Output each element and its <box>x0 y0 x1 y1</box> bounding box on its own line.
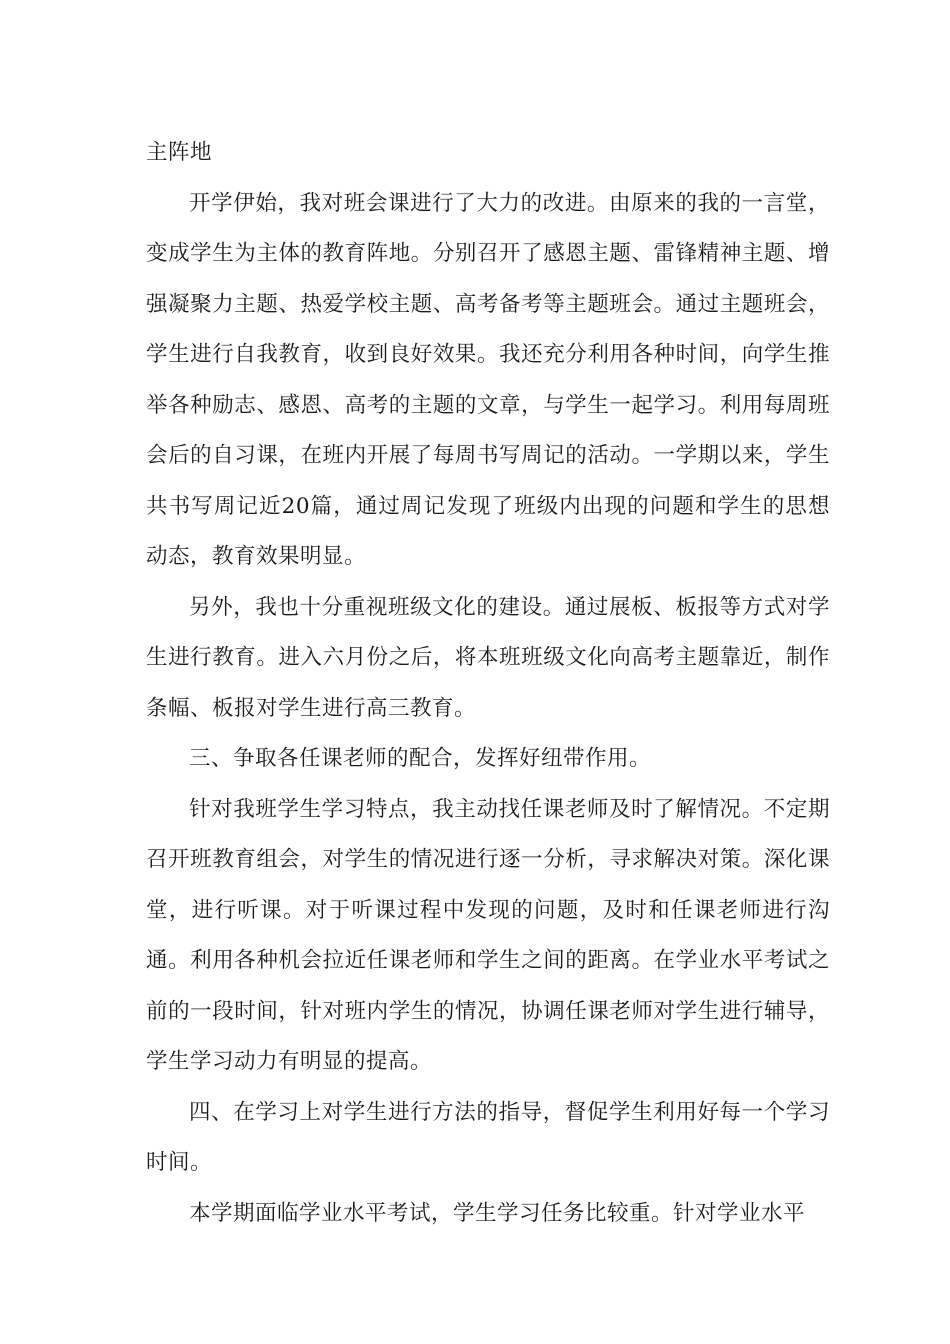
section-heading-three: 三、争取各任课老师的配合，发挥好纽带作用。 <box>189 746 652 771</box>
paragraph-teacher-cooperation: 针对我班学生学习特点，我主动找任课老师及时了解情况。不定期召开班教育组会，对学生的情况进行逐一分析，寻求解决对策。深化课堂，进行听课。对于听课过程中发现的问题，及时和任课老师进行沟通。利用各种机会拉近任课老师和学生之间的距离。在学业水平考试之前的一段时间，针对班内学生的情况，协调任课老师对学生进行辅导，学生学习动力有明显的提高。 <box>146 796 830 1074</box>
paragraph-class-culture: 另外，我也十分重视班级文化的建设。通过展板、板报等方式对学生进行教育。进入六月份之后，将本班班级文化向高考主题靠近，制作条幅、板报对学生进行高三教育。 <box>146 594 830 721</box>
section-heading-four: 四、在学习上对学生进行方法的指导，督促学生利用好每一个学习时间。 <box>146 1099 830 1175</box>
paragraph-class-meeting: 开学伊始，我对班会课进行了大力的改进。由原来的我的一言堂，变成学生为主体的教育阵地。分别召开了感恩主题、雷锋精神主题、增强凝聚力主题、热爱学校主题、高考备考等主题班会。通过主题班会，学生进行自我教育，收到良好效果。我还充分利用各种时间，向学生推举各种励志、感恩、高考的主题的文章，与学生一起学习。利用每周班会后的自习课，在班内开展了每周书写周记的活动。一学期以来，学生共书写周记近20篇，通过周记发现了班级内出现的问题和学生的思想动态，教育效果明显。 <box>146 190 830 569</box>
paragraph-study-tasks: 本学期面临学业水平考试，学生学习任务比较重。针对学业水平 <box>189 1200 806 1226</box>
document-body <box>146 128 830 1239</box>
paragraph-continuation: 主阵地 <box>146 140 213 165</box>
